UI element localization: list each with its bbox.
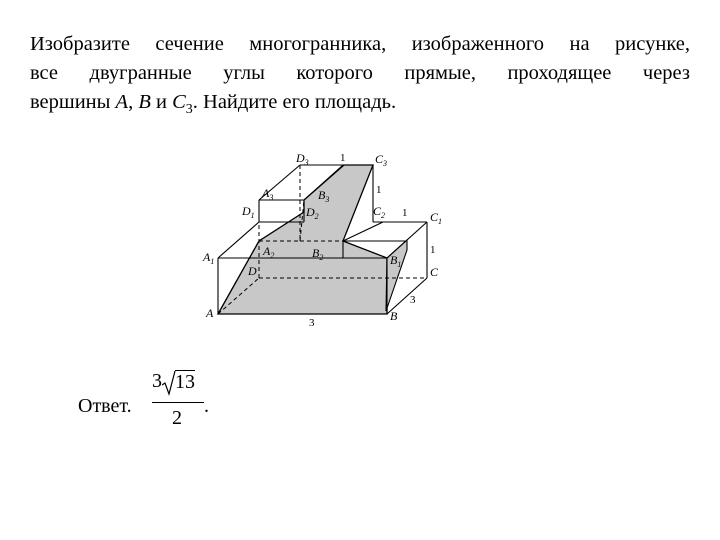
fraction-denominator: 2	[172, 407, 182, 429]
radicand: 13	[175, 371, 195, 393]
label-b1: $B_1$	[390, 253, 402, 269]
label-b3: $B_3$	[318, 188, 330, 204]
dim-cb: 3	[410, 294, 416, 306]
line3-suffix: . Найдите его площадь.	[192, 91, 397, 113]
dim-c2c1: 1	[402, 207, 408, 219]
separator: ,	[128, 91, 139, 113]
label-a3: $A_3$	[262, 186, 274, 202]
label-c2: $C_2$	[373, 204, 386, 220]
label-b2: $B_2$	[312, 246, 324, 262]
label-c: C	[430, 265, 439, 279]
line3-prefix: вершины	[30, 91, 116, 113]
dim-c1c: 1	[430, 244, 436, 256]
label-d2: $D_2$	[306, 205, 319, 221]
vertex-b: B	[138, 91, 151, 113]
vertex-a: A	[115, 91, 129, 113]
conjunction: и	[150, 91, 173, 113]
fraction-numerator	[152, 370, 195, 393]
answer-label: Ответ.	[78, 395, 132, 417]
problem-line-2: все двугранные углы которого прямые, проходящее через	[30, 62, 690, 84]
dim-ab: 3	[309, 317, 315, 329]
label-a: A	[206, 306, 214, 320]
label-c3: $C_3$	[375, 152, 388, 168]
numerator-coefficient: 3	[152, 370, 162, 392]
problem-line-1: Изобразите сечение многогранника, изображенного на рисунке,	[30, 33, 690, 55]
vertex-c-subscript: 3	[185, 102, 193, 117]
fraction-bar	[152, 402, 204, 403]
label-d1: $D_1$	[242, 204, 255, 220]
dim-c3c2: 1	[376, 184, 382, 196]
dim-top: 1	[340, 152, 346, 164]
label-d3: $D_3$	[296, 151, 309, 167]
label-c1: $C_1$	[430, 210, 443, 226]
label-b: B	[390, 309, 398, 323]
vertex-c: C	[172, 91, 186, 113]
radical-sign	[162, 370, 176, 396]
answer-period: .	[204, 395, 209, 417]
label-a2: $A_2$	[263, 244, 275, 260]
label-a1: $A_1$	[203, 250, 215, 266]
label-d: D	[248, 264, 257, 278]
